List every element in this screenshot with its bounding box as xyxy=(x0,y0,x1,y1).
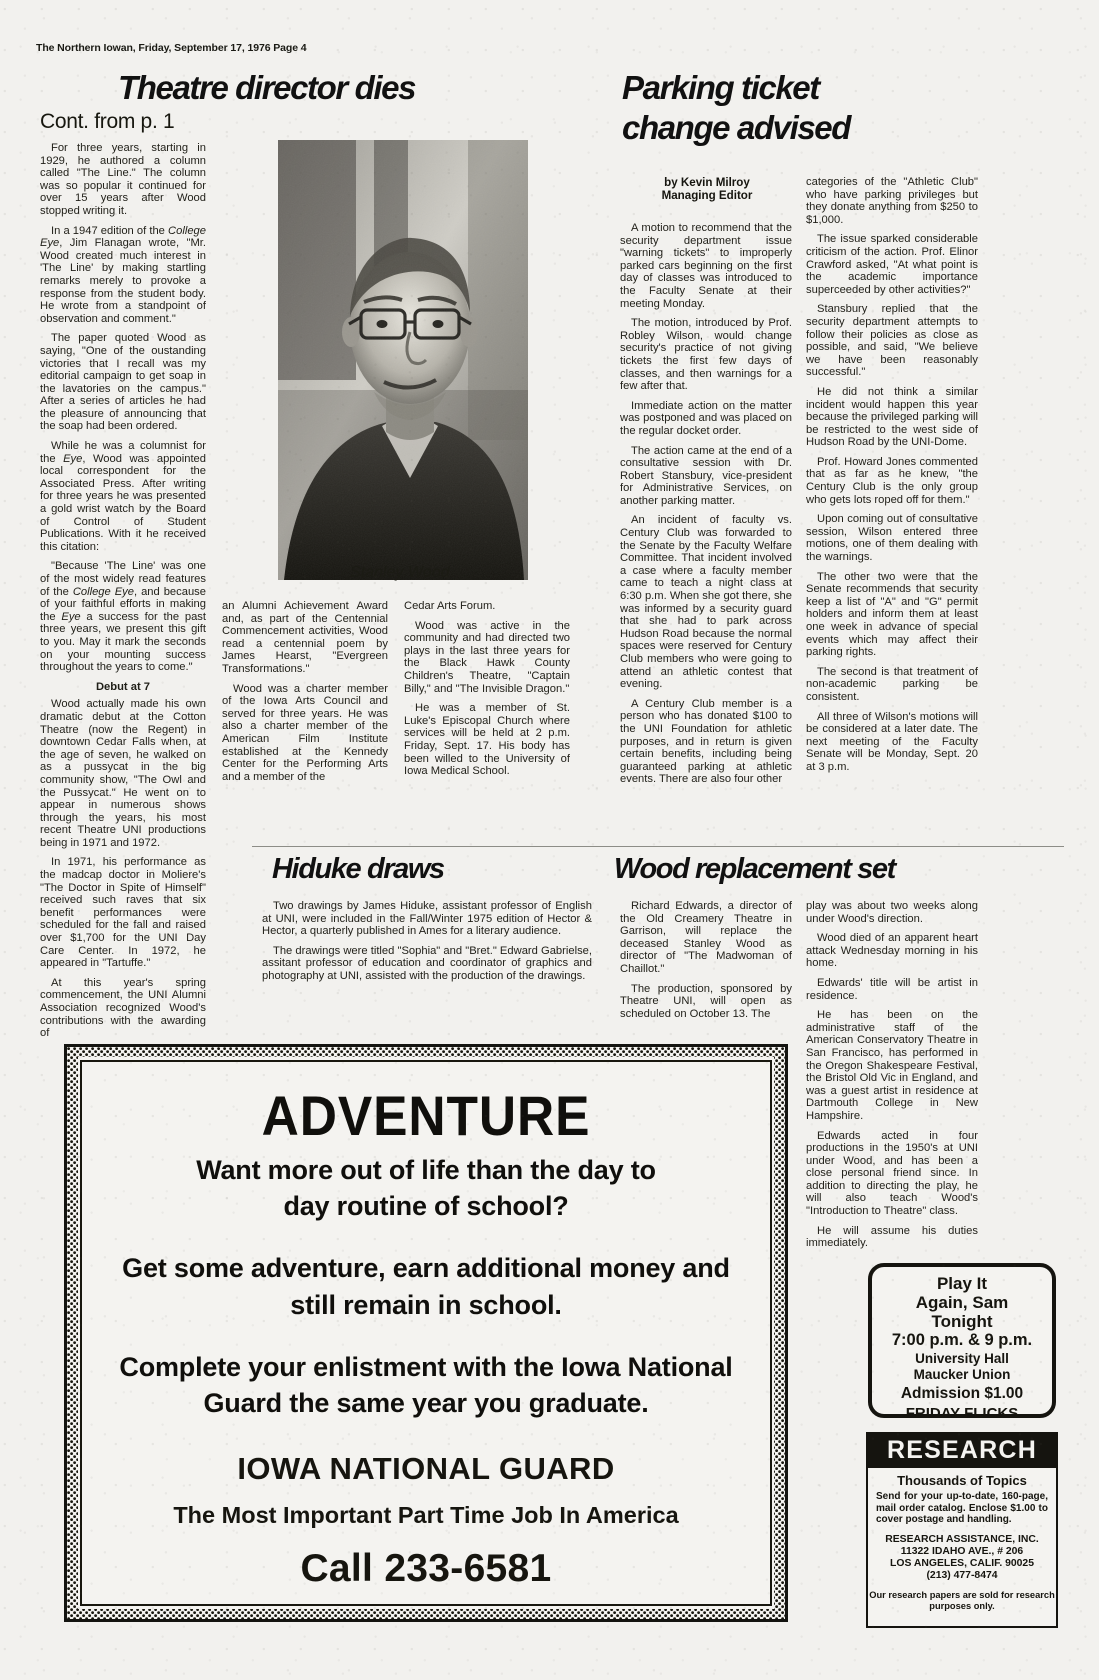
paragraph: The action came at the end of a consultative session with Dr. Robert Stansbury, vice-president for Administrative Services, on another parking matter. xyxy=(620,444,792,507)
paragraph: In 1971, his performance as the madcap doctor in Moliere's "The Doctor in Spite of Himself" received such raves that six benefit performances were scheduled for the fall and raised over $1,700 for the UNI Day Care Center. In 1972, he appeared in "Tartuffe." xyxy=(40,856,206,970)
research-address-line2: LOS ANGELES, CALIF. 90025 xyxy=(890,1557,1034,1569)
theatre-column-2 xyxy=(222,600,388,790)
paragraph: A motion to recommend that the security department issue "warning tickets" to improperly parked cars beginning on the first day of classes was introduced to the Faculty Senate at their meeting Monday. xyxy=(620,222,792,310)
headline-theatre-director-dies: Theatre director dies xyxy=(118,69,416,106)
wood-replacement-column-2 xyxy=(806,900,978,1257)
flicks-venue-line1: University Hall xyxy=(915,1350,1009,1366)
flicks-title-line1: Play It xyxy=(936,1274,988,1293)
paragraph: The paper quoted Wood as saying, "One of the oustanding victories that I recall was my editorial campaign to get soap in the lavatories on the campus." After a series of articles he had the pleasure of announcing that the soap had been ordered. xyxy=(40,332,206,433)
paragraph: He has been on the administrative staff of the American Conservatory Theatre in San Francisco, has performed in the Oregon Shakespeare Festival, the Bristol Old Vic in England, and was a guest artist in residence at Dartmouth College in New Hampshire. xyxy=(806,1009,978,1122)
paragraph: An incident of faculty vs. Century Club was forwarded to the Senate by the Faculty Welfare Committee. That incident involved a case where a faculty member came to teach a night class at 6:30 p.m. When she got there, she was informed by a security guard that she had to park across Hudson Road because the normal spaces were reserved for Century Club members who were going to attend an athletic contest that evening. xyxy=(620,514,792,691)
flicks-when: Tonight xyxy=(931,1312,993,1332)
paragraph: Wood died of an apparent heart attack Wednesday morning in his home. xyxy=(806,932,978,970)
research-banner: RESEARCH xyxy=(868,1434,1056,1468)
paragraph: Edwards acted in four productions in the 1950's at UNI under Wood, and has been a close personal friend since. In addition to directing the play, he will also teach Wood's "Introduction to Theatre" class. xyxy=(806,1129,978,1218)
paragraph: Immediate action on the matter was postponed and was placed on the regular docket order. xyxy=(620,399,792,437)
flicks-times: 7:00 p.m. & 9 p.m. xyxy=(891,1331,1033,1350)
paragraph: The issue sparked considerable criticism of the action. Prof. Elinor Crawford asked, "At what point is the academic importance superceeded by other activities?" xyxy=(806,233,978,296)
ad-iowa-national-guard[interactable] xyxy=(64,1044,788,1622)
parking-column-1 xyxy=(620,222,792,793)
paragraph: In a 1947 edition of the College Eye, Jim Flanagan wrote, "Mr. Wood created much interest in 'The Line' by making startling remarks merely to provoke a response from the student body. He wrote from a standpoint of observation and comment." xyxy=(40,224,206,325)
ad-line-3a: Complete your enlistment with the Iowa National xyxy=(119,1351,733,1382)
paragraph: Richard Edwards, a director of the Old Creamery Theatre in Garrison, will replace the deceased Stanley Wood as director of "The Madwoman of Chaillot." xyxy=(620,900,792,975)
paragraph: Two drawings by James Hiduke, assistant professor of English at UNI, were included in the Fall/Winter 1975 edition of Hector & Hector, a quarterly published in Ames for a literary audience. xyxy=(262,900,592,938)
research-address-line1: 11322 IDAHO AVE., # 206 xyxy=(900,1545,1024,1557)
wood-replacement-column-1 xyxy=(620,900,792,1027)
paragraph: Stansbury replied that the security department attempts to follow their policies as close as possible, and said, "We believe we have been reasonably successful." xyxy=(806,303,978,379)
horizontal-rule xyxy=(252,846,1064,847)
paragraph: Edwards' title will be artist in residence. xyxy=(806,976,978,1002)
theatre-column-1 xyxy=(40,142,206,1047)
paragraph: He was a member of St. Luke's Episcopal Church where services will be held at 2 p.m. Friday, Sept. 17. His body has been willed to the University of Iowa Medical School. xyxy=(404,702,570,778)
paragraph: categories of the "Athletic Club" who have parking privileges but they donate anything from $250 to $1,000. xyxy=(806,176,978,226)
ad-research-assistance[interactable] xyxy=(866,1432,1058,1628)
headline-wood-replacement-set: Wood replacement set xyxy=(614,853,895,885)
paragraph: Wood was a charter member of the Iowa Arts Council and served for three years. He was also a charter member of the American Film Institute established at the Kennedy Center for the Performing Arts and a member of the xyxy=(222,682,388,783)
ad-line-2a: Get some adventure, earn additional money and xyxy=(122,1253,730,1284)
paragraph: The other two were that the Senate recommends that security keep a list of "A" and "G" permit holders and inform them at least one week in advance of special events which may affect their parking rights. xyxy=(806,570,978,659)
byline-title: Managing Editor xyxy=(661,189,753,202)
headline-hiduke-draws: Hiduke draws xyxy=(272,853,444,885)
ad-line-1a: Want more out of life than the day to xyxy=(196,1155,656,1185)
theatre-column-3 xyxy=(404,600,570,785)
paragraph: He will assume his duties immediately. xyxy=(806,1224,978,1250)
hiduke-body xyxy=(262,900,592,990)
kicker-cont-from: Cont. from p. 1 xyxy=(40,110,175,133)
ad-tagline: The Most Important Part Time Job In America xyxy=(173,1502,679,1529)
ad-line-2b: still remain in school. xyxy=(290,1289,562,1320)
flicks-admission: Admission $1.00 xyxy=(900,1384,1024,1402)
research-topics: Thousands of Topics xyxy=(897,1473,1027,1488)
ad-line-1b: day routine of school? xyxy=(283,1191,569,1222)
ad-title-adventure: ADVENTURE xyxy=(261,1084,591,1147)
paragraph: Upon coming out of consultative session, Wilson entered three motions, one of them dealing with the warnings. xyxy=(806,513,978,564)
paragraph: Wood was active in the community and had directed two plays in the last three years for the Black Hawk County Children's Theatre, "Captain Billy," and "The Invisible Dragon." xyxy=(404,619,570,695)
research-disclaimer: Our research papers are sold for research purposes only. xyxy=(869,1589,1055,1611)
flicks-venue-line2: Maucker Union xyxy=(913,1367,1011,1383)
paragraph: Cedar Arts Forum. xyxy=(404,600,496,612)
ad-friday-flicks[interactable] xyxy=(868,1263,1056,1422)
paragraph: Wood actually made his own dramatic debut at the Cotton Theatre (now the Regent) in downtown Cedar Falls when, at the age of seven, he walked on as a pussycat in the big community show, "The Owl and the Pussycat." He went on to appear in numerous shows through the years, his most recent Theatre UNI productions being in 1971 and 1972. xyxy=(40,698,206,849)
headline-parking-line2: change advised xyxy=(622,109,850,146)
subhead-debut-at-7: Debut at 7 xyxy=(95,680,151,693)
paragraph: Prof. Howard Jones commented that as far as he knew, "the Century Club is the only group who gets lots roped off for them." xyxy=(806,455,978,506)
parking-column-2 xyxy=(806,176,978,781)
flicks-title-line2: Again, Sam xyxy=(915,1293,1009,1313)
paragraph: He did not think a similar incident would happen this year because the privileged parking will be restricted to the west side of Hudson Road by the UNI-Dome. xyxy=(806,385,978,449)
ad-line-3b: Guard the same year you graduate. xyxy=(203,1387,649,1418)
paragraph: For three years, starting in 1929, he authored a column called "The Line." The column was so popular it continued for over 15 years after Wood stopped writing it. xyxy=(40,142,206,217)
paragraph: All three of Wilson's motions will be considered at a later date. The next meeting of the Faculty Senate will be Monday, Sept. 20 at 3 p.m. xyxy=(806,710,978,773)
paragraph: While he was a columnist for the Eye, Wood was appointed local correspondent for the Associated Press. After writing for three years he was presented a gold wrist watch by the Board of Control of Student Publications. With it he received this citation: xyxy=(40,440,207,553)
research-body-copy: Send for your up-to-date, 160-page, mail order catalog. Enclose $1.00 to cover postage and handling. xyxy=(876,1491,1048,1526)
research-phone[interactable]: (213) 477-8474 xyxy=(926,1569,998,1581)
paragraph: The motion, introduced by Prof. Robley Wilson, would change security's practice of not giving tickets the first few days of classes, and then warnings for a few after that. xyxy=(620,317,792,393)
flicks-series-name: FRIDAY FLICKS xyxy=(905,1404,1019,1422)
photo-stanley-wood xyxy=(278,140,528,580)
masthead-line: The Northern Iowan, Friday, September 17, 1976 Page 4 xyxy=(36,42,307,54)
photo-artwork xyxy=(278,140,528,580)
paragraph: The drawings were titled "Sophia" and "Bret." Edward Gabrielse, assitant professor of education and coordinator of graphics and photography at UNI, assisted with the production of the drawings. xyxy=(262,944,592,982)
photo-caption: Stanley Wood xyxy=(350,564,450,581)
headline-parking-line1: Parking ticket xyxy=(622,69,819,106)
ad-brand-name: IOWA NATIONAL GUARD xyxy=(237,1451,615,1487)
paragraph: "Because 'The Line' was one of the most widely read features of the College Eye, and because of your faithful efforts in making the Eye a success for the past three years, we present this gift to you. May it mark the seconds on your mounting success throughout the years to come." xyxy=(40,560,206,674)
research-company: RESEARCH ASSISTANCE, INC. xyxy=(885,1533,1039,1545)
paragraph: play was about two weeks along under Wood's direction. xyxy=(806,900,978,925)
byline-name: by Kevin Milroy xyxy=(664,176,750,189)
ad-phone-number[interactable]: Call 233-6581 xyxy=(300,1547,552,1591)
paragraph: The second is that treatment of non-academic parking be consistent. xyxy=(806,665,978,703)
paragraph: an Alumni Achievement Award and, as part of the Centennial Commencement activities, Wood read a centennial poem by James Hearst, "Evergreen Transformations." xyxy=(222,600,388,675)
paragraph: A Century Club member is a person who has donated $100 to the UNI Foundation for athletic purposes, and in return is given certain benefits, including being guaranteed parking at athletic events. There are also four other xyxy=(620,697,792,786)
paragraph: At this year's spring commencement, the UNI Alumni Association recognized Wood's contributions with the awarding of xyxy=(40,976,206,1040)
paragraph: The production, sponsored by Theatre UNI, will open as scheduled on October 13. The xyxy=(620,982,792,1020)
